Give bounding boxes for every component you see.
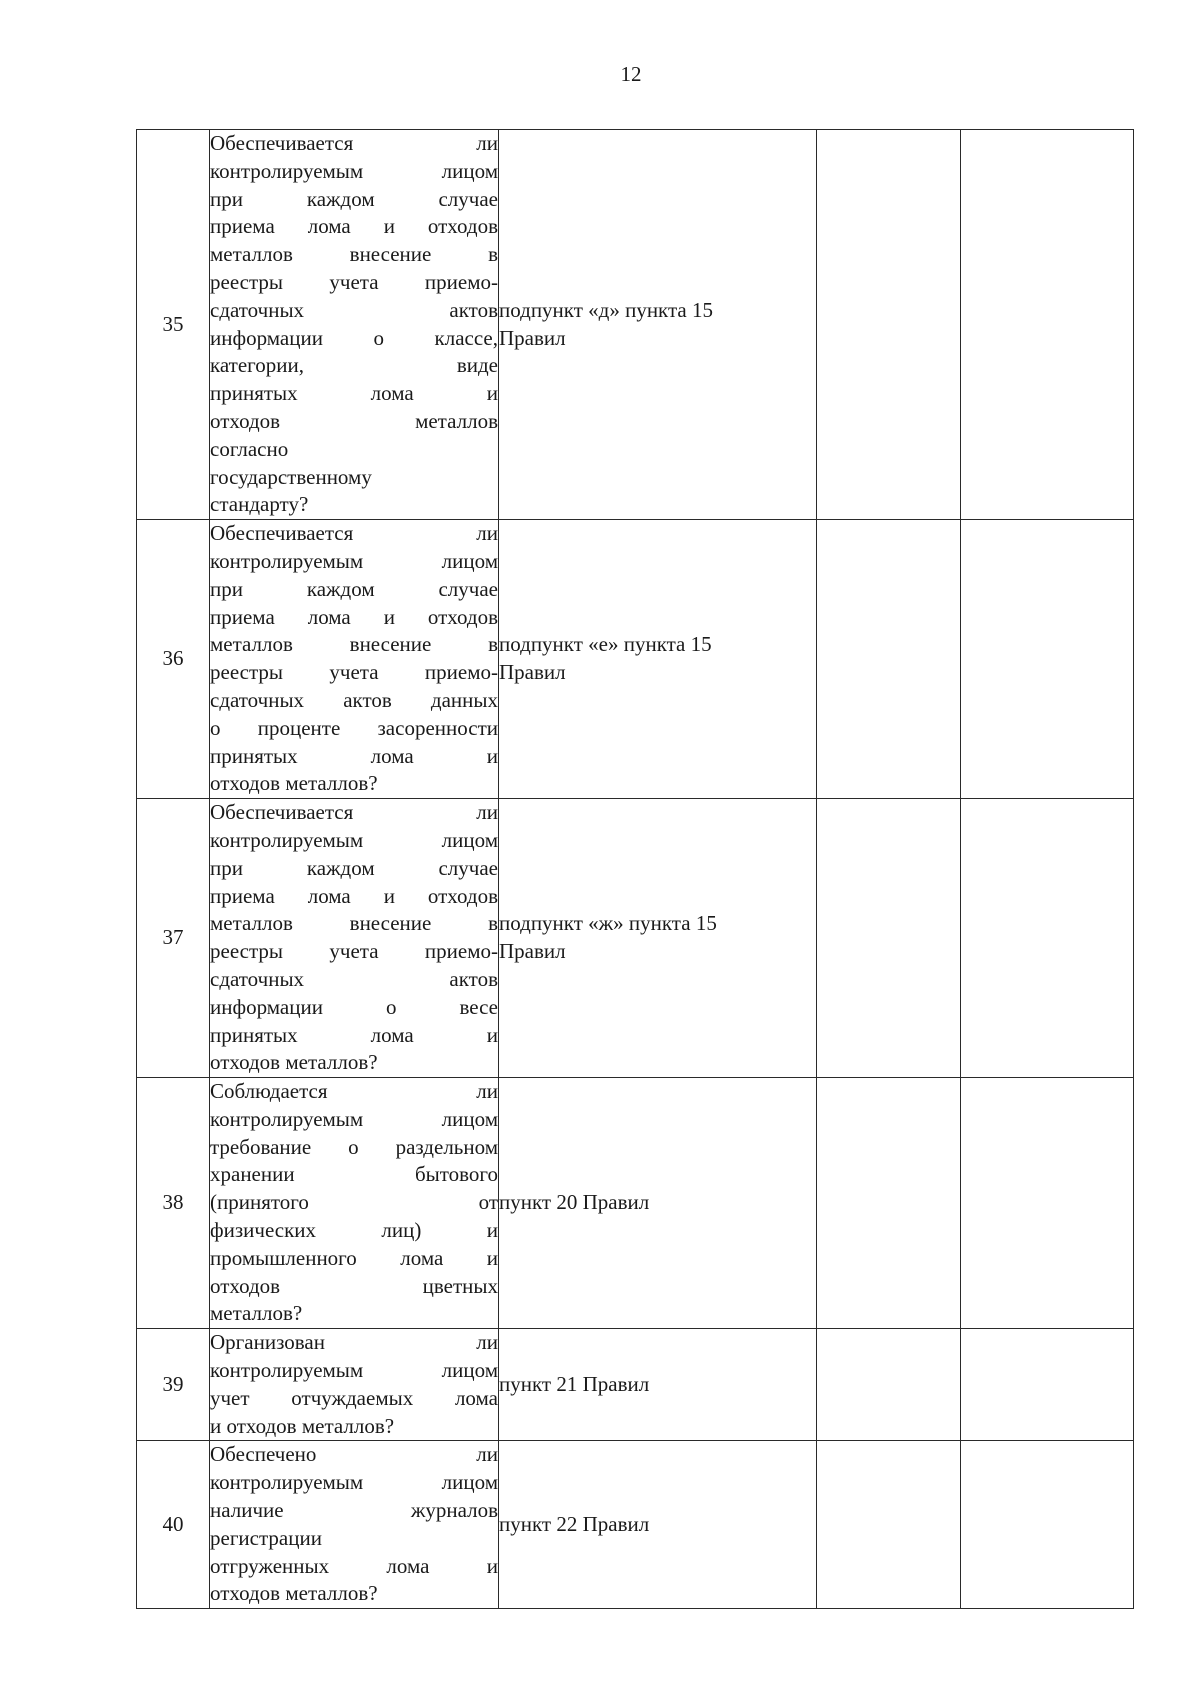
note-cell [961,799,1134,1078]
reference-cell [499,1078,817,1329]
reference-line: подпункт «е» пункта 15 [499,632,712,657]
question-line: приема лома и отходов [210,604,498,629]
question-line: Обеспечивается ли [210,131,498,155]
row-number: 35 [137,130,210,520]
question-line: сдаточных актов [210,966,498,991]
row-number: 40 [137,1441,210,1609]
reference-line: Правил [499,660,566,685]
question-line: контролируемым лицом [210,1358,498,1383]
question-line: физических лиц) и [210,1218,498,1243]
answer-cell [817,1329,961,1441]
question-cell [210,799,499,1078]
note-cell [961,130,1134,520]
question-line: стандарту? [210,492,309,517]
question-line: реестры учета приемо- [210,269,498,294]
question-line: промышленного лома и [210,1245,498,1270]
reference-line: подпункт «д» пункта 15 [499,297,713,322]
question-cell [210,1078,499,1329]
question-line: Обеспечивается ли [210,800,498,825]
table-row [137,520,1134,799]
question-line: (принятого от [210,1190,498,1215]
reference-cell [499,799,817,1078]
question-cell [210,130,499,520]
question-line: приема лома и отходов [210,883,498,908]
question-line: металлов внесение в [210,911,498,936]
question-line: отходов металлов? [210,771,378,796]
question-line: металлов внесение в [210,242,498,267]
question-line: сдаточных актов данных [210,687,498,712]
reference-cell [499,130,817,520]
question-line: категории, виде [210,353,498,378]
question-line: требование о раздельном [210,1134,498,1159]
table-row [137,799,1134,1078]
question-cell [210,520,499,799]
question-line: отходов цветных [210,1273,498,1298]
answer-cell [817,520,961,799]
note-cell [961,1329,1134,1441]
reference-line: пункт 21 Правил [499,1371,650,1396]
question-cell [210,1329,499,1441]
question-line: контролируемым лицом [210,158,498,183]
answer-cell [817,1441,961,1609]
answer-cell [817,1078,961,1329]
question-line: реестры учета приемо- [210,939,498,964]
reference-cell [499,520,817,799]
question-line: Обеспечено ли [210,1442,498,1467]
question-line: при каждом случае [210,576,498,601]
question-line: Соблюдается ли [210,1079,498,1104]
checklist-table [136,129,1134,1609]
question-cell [210,1441,499,1609]
reference-line: пункт 22 Правил [499,1511,650,1536]
table-row [137,1441,1134,1609]
question-line: хранении бытового [210,1162,498,1187]
question-line: реестры учета приемо- [210,660,498,685]
row-number: 36 [137,520,210,799]
question-line: принятых лома и [210,1022,498,1047]
question-line: информации о весе [210,994,498,1019]
row-number: 38 [137,1078,210,1329]
row-number: 37 [137,799,210,1078]
question-line: принятых лома и [210,381,498,406]
question-line: при каждом случае [210,186,498,211]
question-line: отходов металлов [210,408,498,433]
answer-cell [817,130,961,520]
question-line: при каждом случае [210,855,498,880]
question-line: приема лома и отходов [210,214,498,239]
reference-cell [499,1441,817,1609]
question-line: Обеспечивается ли [210,521,498,546]
question-line: металлов? [210,1301,303,1326]
row-number: 39 [137,1329,210,1441]
question-line: информации о классе, [210,325,498,350]
question-line: регистрации [210,1525,322,1550]
question-line: согласно [210,436,289,461]
table-row [137,1078,1134,1329]
question-line: отходов металлов? [210,1581,378,1606]
reference-cell [499,1329,817,1441]
question-line: контролируемым лицом [210,1106,498,1131]
question-line: и отходов металлов? [210,1413,395,1438]
table-row [137,130,1134,520]
question-line: сдаточных актов [210,297,498,322]
question-line: контролируемым лицом [210,827,498,852]
reference-line: пункт 20 Правил [499,1190,650,1215]
answer-cell [817,799,961,1078]
question-line: отходов металлов? [210,1050,378,1075]
table-row [137,1329,1134,1441]
question-line: металлов внесение в [210,632,498,657]
question-line: отгруженных лома и [210,1553,498,1578]
question-line: о проценте засоренности [210,715,498,740]
question-line: контролируемым лицом [210,1470,498,1495]
note-cell [961,1441,1134,1609]
page-number: 12 [620,62,642,86]
reference-line: Правил [499,939,566,964]
note-cell [961,520,1134,799]
question-line: государственному [210,464,372,489]
question-line: учет отчуждаемых лома [210,1385,498,1410]
reference-line: Правил [499,325,566,350]
question-line: контролируемым лицом [210,548,498,573]
question-line: принятых лома и [210,743,498,768]
question-line: Организован ли [210,1330,498,1355]
checklist-body [137,130,1134,1609]
note-cell [961,1078,1134,1329]
reference-line: подпункт «ж» пункта 15 [499,911,717,936]
question-line: наличие журналов [210,1498,498,1523]
